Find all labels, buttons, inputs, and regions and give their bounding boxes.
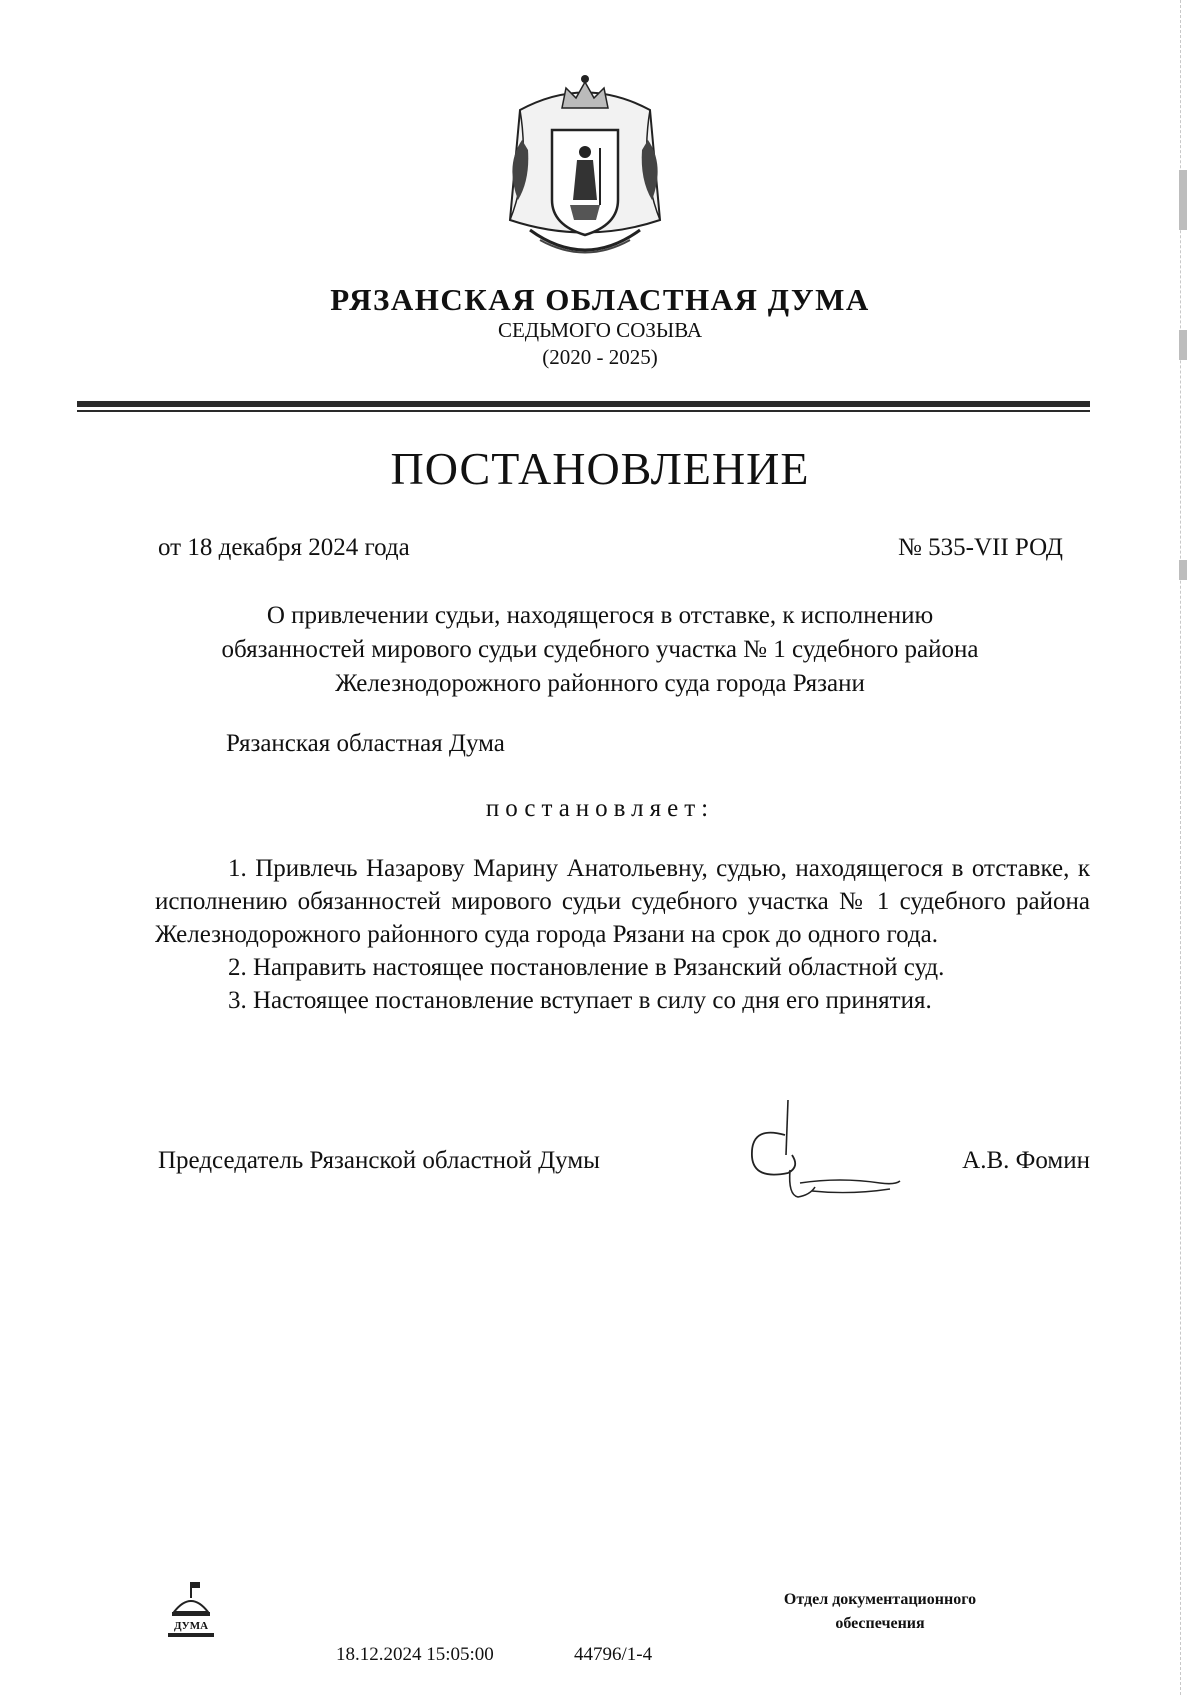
document-subject xyxy=(150,599,1050,701)
organization-name: РЯЗАНСКАЯ ОБЛАСТНАЯ ДУМА xyxy=(330,282,870,317)
registration-datetime: 18.12.2024 15:05:00 xyxy=(336,1644,494,1665)
resolution-item: 2. Направить настоящее постановление в Рязанский областной суд. xyxy=(228,954,945,981)
convocation-label: СЕДЬМОГО СОЗЫВА xyxy=(497,318,703,342)
department-line: Отдел документационного xyxy=(783,1591,977,1608)
document-number: № 535-VII РОД xyxy=(898,534,1063,561)
coat-of-arms-emblem xyxy=(500,70,670,270)
subject-line: Железнодорожного районного суда города Рязани xyxy=(335,670,865,697)
resolution-item: 1. Привлечь Назарову Марину Анатольевну, судью, находящегося в отставке, к исполнению обязанностей мирового судьи судебного участка № 1 судебного района Железнодорожного районного суда города Рязани на срок до одного года. xyxy=(155,855,1090,948)
document-date: от 18 декабря 2024 года xyxy=(158,534,410,561)
scan-mark xyxy=(1179,170,1187,230)
resolves-label: постановляет: xyxy=(485,795,715,822)
signer-name: А.В. Фомин xyxy=(962,1147,1090,1174)
duma-logo xyxy=(166,1580,216,1642)
subject-line: О привлечении судьи, находящегося в отставке, к исполнению xyxy=(266,602,934,629)
signer-title: Председатель Рязанской областной Думы xyxy=(158,1147,600,1174)
scan-edge xyxy=(1180,0,1187,1695)
handwritten-signature xyxy=(740,1095,910,1205)
resolution-item: 3. Настоящее постановление вступает в силу со дня его принятия. xyxy=(228,987,932,1014)
registration-number: 44796/1-4 xyxy=(574,1644,653,1665)
department-stamp xyxy=(730,1588,1030,1636)
department-line: обеспечения xyxy=(835,1615,925,1632)
issuer-name: Рязанская областная Дума xyxy=(226,730,505,757)
document-type-title: ПОСТАНОВЛЕНИЕ xyxy=(390,443,810,494)
header-divider-thick xyxy=(77,401,1090,407)
scan-mark xyxy=(1179,560,1187,580)
header-divider-thin xyxy=(77,410,1090,412)
subject-line: обязанностей мирового судьи судебного участка № 1 судебного района xyxy=(221,636,979,663)
resolution-items xyxy=(155,852,1090,1017)
term-years: (2020 - 2025) xyxy=(542,345,658,369)
svg-text:ДУМА: ДУМА xyxy=(173,1620,209,1632)
